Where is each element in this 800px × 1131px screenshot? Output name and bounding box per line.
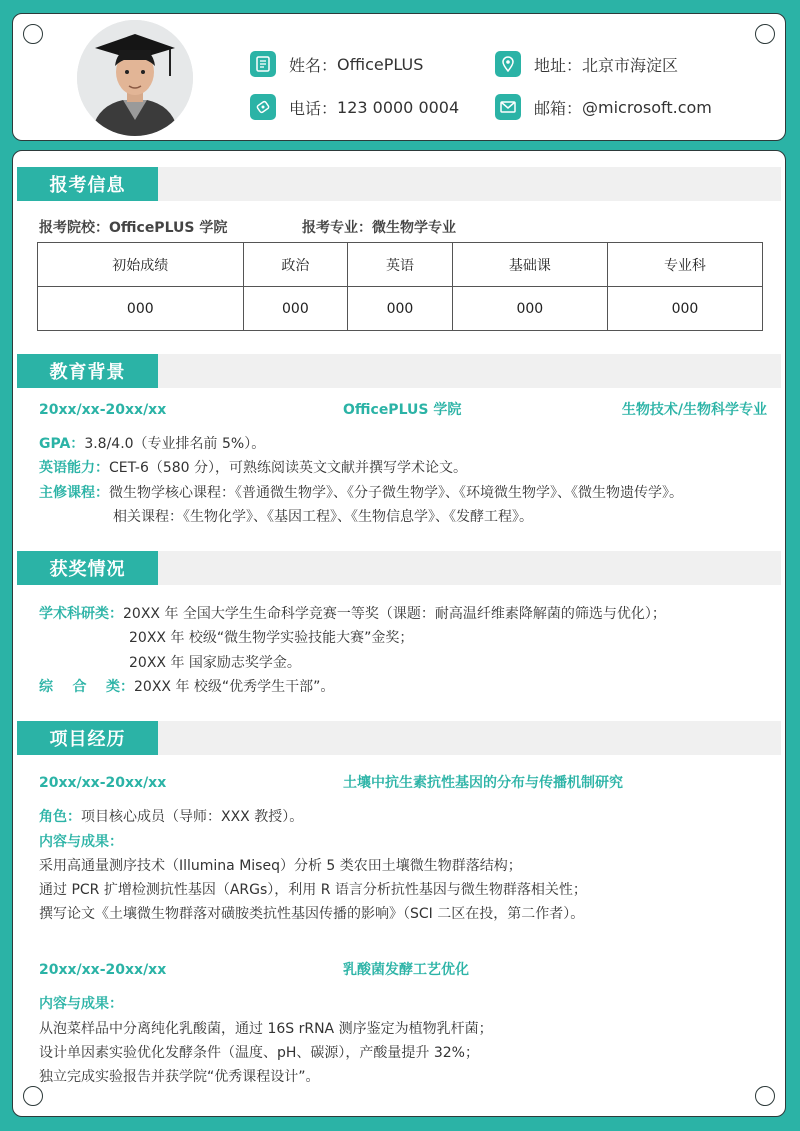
award-academic-line: 20XX 年 校级“微生物学实验技能大赛”金奖；	[129, 630, 414, 646]
table-header-cell: 专业科	[607, 243, 762, 287]
section-title: 获奖情况	[17, 551, 158, 585]
project-name: 土壤中抗生素抗性基因的分布与传播机制研究	[343, 775, 623, 791]
phone-label: 电话：	[289, 98, 338, 118]
table-row	[38, 243, 763, 287]
mail-icon	[495, 94, 521, 120]
award-general-line: 综 合 类：20XX 年 校级“优秀学生干部”。	[39, 679, 335, 695]
address-value: 北京市海淀区	[582, 55, 679, 75]
phone-icon	[250, 94, 276, 120]
section-title: 项目经历	[17, 721, 158, 755]
phone-field	[250, 94, 459, 120]
project-line: 撰写论文《土壤微生物群落对磺胺类抗性基因传播的影响》（SCI 二区在投，第二作者）。	[39, 906, 585, 922]
project-line: 设计单因素实验优化发酵条件（温度、pH、碳源），产酸量提升 32%；	[39, 1045, 479, 1061]
table-header-cell: 初始成绩	[38, 243, 244, 287]
main-card	[12, 150, 786, 1117]
project-line: 从泡菜样品中分离纯化乳酸菌，通过 16S rRNA 测序鉴定为植物乳杆菌；	[39, 1021, 493, 1037]
binder-hole-icon	[23, 24, 43, 44]
table-cell: 000	[348, 287, 453, 331]
award-academic-line: 学术科研类：20XX 年 全国大学生生命科学竞赛一等奖（课题：耐高温纤维素降解菌的筛选与优化）；	[39, 606, 666, 622]
email-value: @microsoft.com	[582, 97, 712, 117]
table-header-cell: 基础课	[452, 243, 607, 287]
project-period: 20xx/xx-20xx/xx	[39, 775, 167, 791]
exam-school: 报考院校：OfficePLUS 学院	[39, 220, 228, 236]
project-result-label: 内容与成果：	[39, 996, 123, 1012]
section-title: 教育背景	[17, 354, 158, 388]
project-result-label: 内容与成果：	[39, 834, 123, 850]
award-academic-line: 20XX 年 国家励志奖学金。	[129, 655, 301, 671]
name-value: OfficePLUS	[337, 54, 424, 74]
name-label: 姓名：	[289, 55, 338, 75]
education-major: 生物技术/生物科学专业	[621, 402, 767, 418]
section-title: 报考信息	[17, 167, 158, 201]
project-name: 乳酸菌发酵工艺优化	[343, 962, 469, 978]
table-row	[38, 287, 763, 331]
binder-hole-icon	[23, 1086, 43, 1106]
table-header-cell: 英语	[348, 243, 453, 287]
education-school: OfficePLUS 学院	[343, 402, 462, 418]
location-pin-icon	[495, 51, 521, 77]
avatar	[77, 20, 193, 136]
table-cell: 000	[607, 287, 762, 331]
section-awards-header	[17, 551, 781, 585]
project-line: 独立完成实验报告并获学院“优秀课程设计”。	[39, 1069, 320, 1085]
header-card	[12, 13, 786, 141]
address-field	[495, 51, 678, 77]
table-cell: 000	[38, 287, 244, 331]
section-education-header	[17, 354, 781, 388]
english-line: 英语能力：CET-6（580 分），可熟练阅读英文文献并撰写学术论文。	[39, 460, 468, 476]
email-field	[495, 94, 712, 120]
education-period: 20xx/xx-20xx/xx	[39, 402, 167, 418]
score-table	[37, 242, 763, 331]
project-line: 通过 PCR 扩增检测抗性基因（ARGs），利用 R 语言分析抗性基因与微生物群落相关性；	[39, 882, 587, 898]
id-card-icon	[250, 51, 276, 77]
table-cell: 000	[452, 287, 607, 331]
section-exam-header	[17, 167, 781, 201]
address-label: 地址：	[534, 55, 583, 75]
table-cell: 000	[243, 287, 348, 331]
gpa-line: GPA：3.8/4.0（专业排名前 5%）。	[39, 436, 266, 452]
binder-hole-icon	[755, 1086, 775, 1106]
section-projects-header	[17, 721, 781, 755]
courses-line: 主修课程：微生物学核心课程：《普通微生物学》、《分子微生物学》、《环境微生物学》、《微生物遗传学》。	[39, 485, 683, 501]
binder-hole-icon	[755, 24, 775, 44]
name-field	[250, 51, 423, 77]
project-line: 采用高通量测序技术（Illumina Miseq）分析 5 类农田土壤微生物群落结构；	[39, 858, 522, 874]
exam-major: 报考专业：微生物学专业	[302, 220, 456, 236]
project-period: 20xx/xx-20xx/xx	[39, 962, 167, 978]
project-role: 角色：项目核心成员（导师：XXX 教授）。	[39, 809, 304, 825]
courses-line-2: 相关课程：《生物化学》、《基因工程》、《生物信息学》、《发酵工程》。	[113, 509, 533, 525]
email-label: 邮箱：	[534, 98, 583, 118]
table-header-cell: 政治	[243, 243, 348, 287]
phone-value: 123 0000 0004	[337, 97, 460, 117]
